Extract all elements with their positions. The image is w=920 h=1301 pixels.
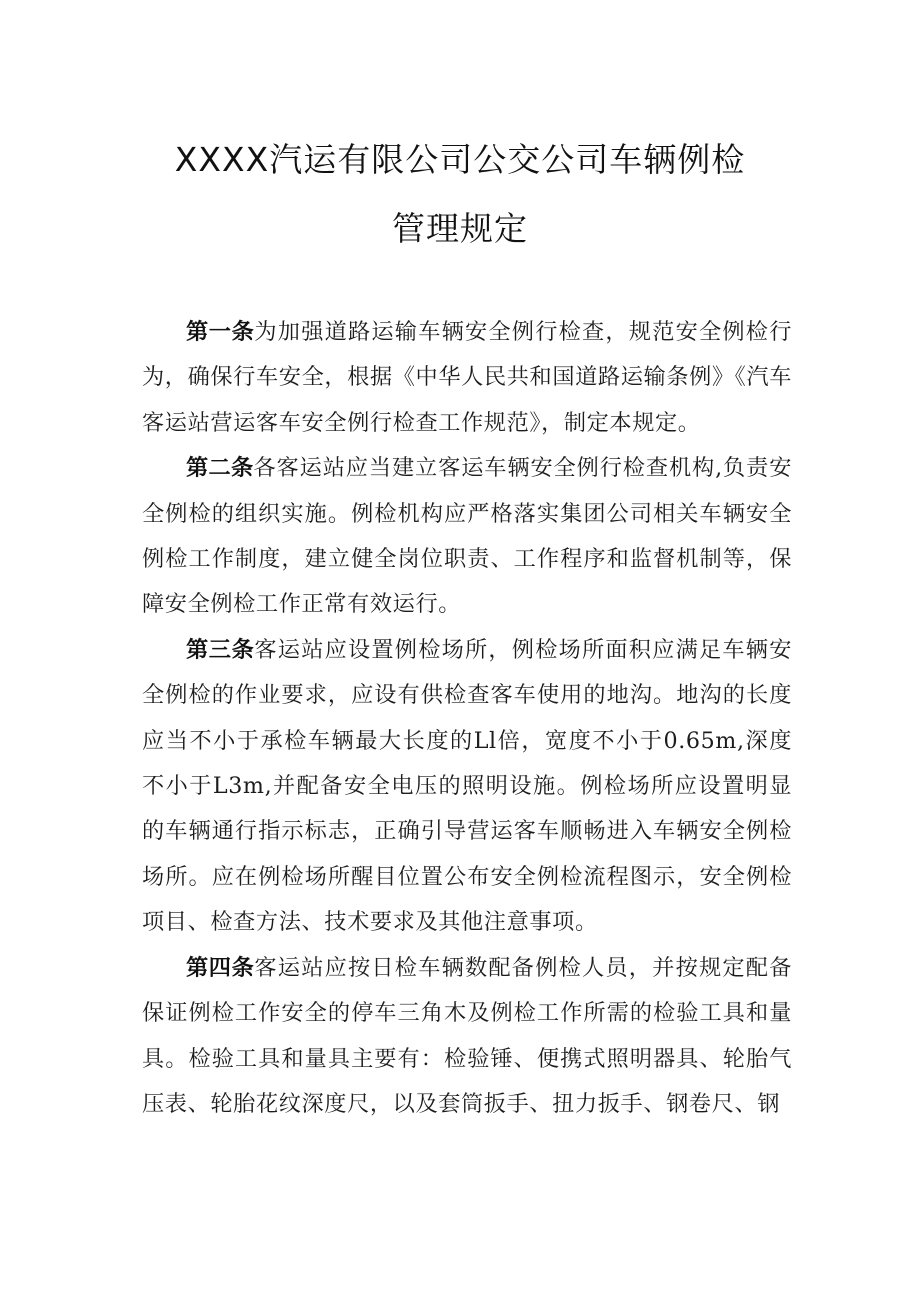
article-4-text: 客运站应按日检车辆数配备例检人员，并按规定配备保证例检工作安全的停车三角木及例检工作所需的检验工具和量具。检验工具和量具主要有：检验锤、便携式照明器具、轮胎气压表、轮胎花纹深度尺，以及套筒扳手、扭力扳手、钢卷尺、钢	[142, 954, 792, 1117]
document-body	[142, 310, 792, 1127]
document-title-line-1: XXXX汽运有限公司公交公司车辆例检	[174, 140, 746, 179]
article-1-text: 为加强道路运输车辆安全例行检查，规范安全例检行为，确保行车安全，根据《中华人民共和国道路运输条例》《汽车客运站营运客车安全例行检查工作规范》，制定本规定。	[142, 319, 792, 436]
article-4-heading: 第四条	[186, 954, 255, 981]
article-4	[142, 946, 792, 1128]
document-title-line-2: 管理规定	[392, 209, 528, 248]
article-1-heading: 第一条	[186, 319, 255, 345]
article-3-text: 客运站应设置例检场所，例检场所面积应满足车辆安全例检的作业要求，应设有供检查客车使用的地沟。地沟的长度应当不小于承检车辆最大长度的Ll倍，宽度不小于0.65m,深度不小于L3m,并配备安全电压的照明设施。例检场所应设置明显的车辆通行指示标志，正确引导营运客车顺畅进入车辆安全例检场所。应在例检场所醒目位置公布安全例检流程图示，安全例检项目、检查方法、技术要求及其他注意事项。	[142, 636, 792, 936]
article-3	[142, 628, 792, 946]
article-3-heading: 第三条	[186, 636, 255, 663]
article-2-heading: 第二条	[186, 455, 254, 482]
article-2-text: 各客运站应当建立客运车辆安全例行检查机构,负责安全例检的组织实施。例检机构应严格落实集团公司相关车辆安全例检工作制度，建立健全岗位职责、工作程序和监督机制等，保障安全例检工作正常有效运行。	[142, 455, 793, 618]
article-1	[142, 310, 792, 446]
article-2	[142, 446, 792, 628]
